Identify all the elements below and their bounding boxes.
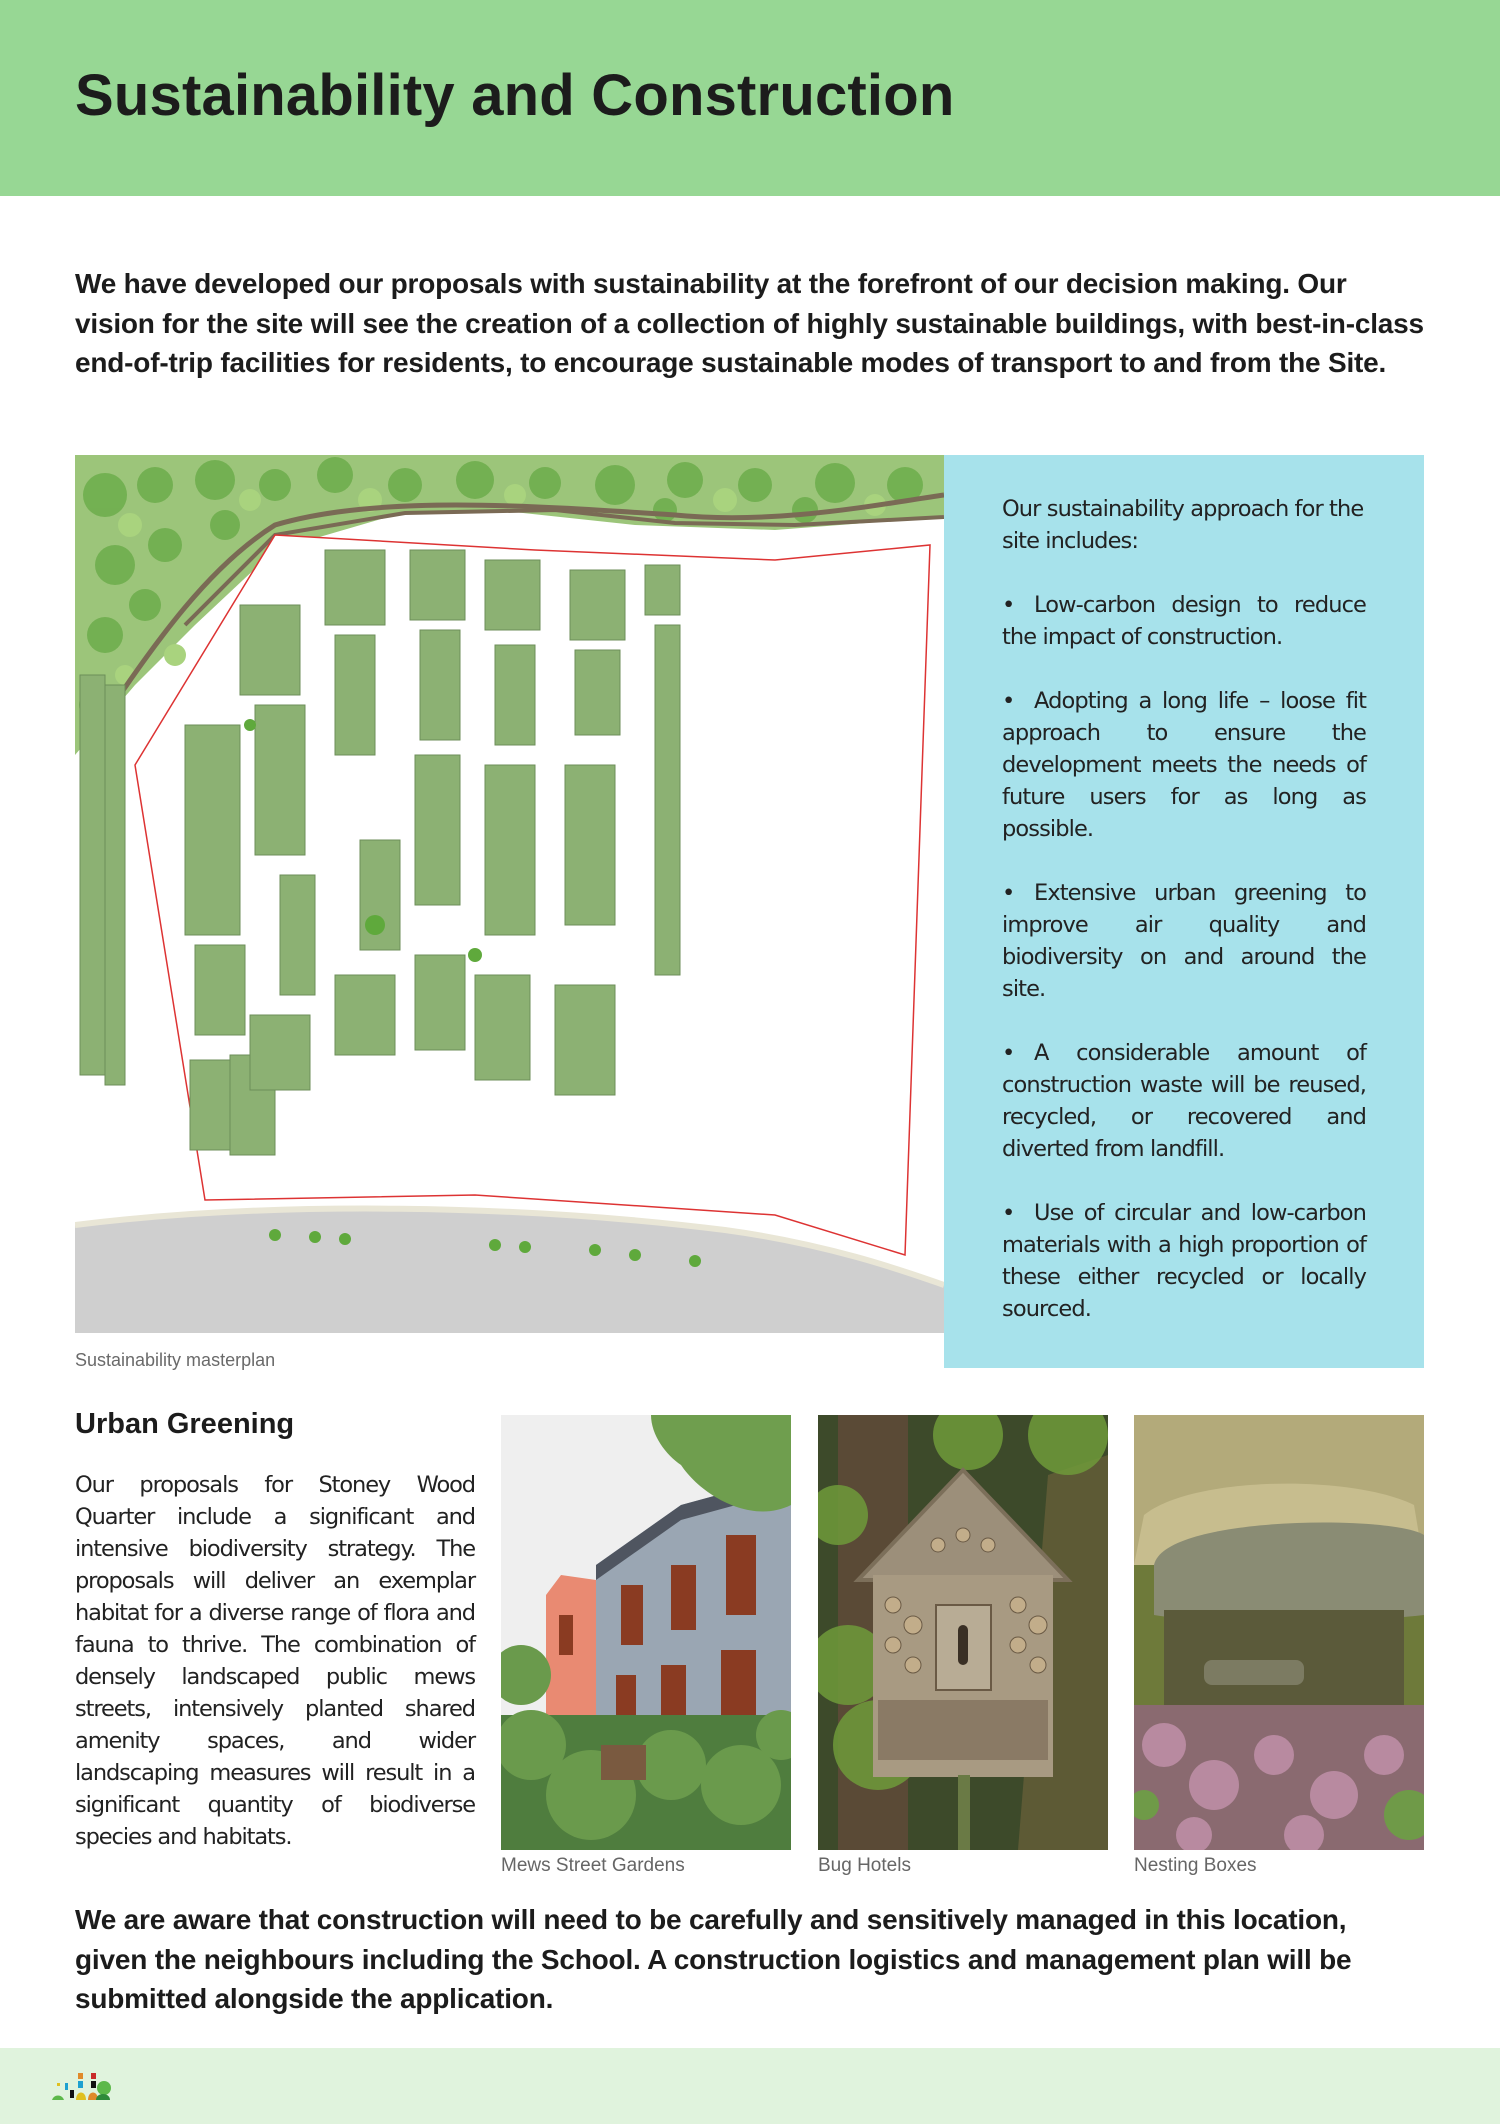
- urban-greening-heading: Urban Greening: [75, 1408, 295, 1440]
- approach-item-text: Extensive urban greening to improve air quality and biodiversity on and around the site.: [1002, 880, 1366, 1002]
- site-plan-image-icon: [75, 455, 944, 1333]
- approach-item: [1002, 1037, 1366, 1165]
- approach-intro: Our sustainability approach for the site includes:: [1002, 496, 1364, 554]
- mews-street-photo: [501, 1415, 791, 1850]
- sustainability-approach-box: [944, 455, 1424, 1368]
- header-band: [0, 0, 1500, 196]
- bullet-icon: •: [1002, 688, 1015, 714]
- footer-band: [0, 2048, 1500, 2124]
- bullet-icon: •: [1002, 592, 1015, 618]
- brand-logo-icon: [50, 2068, 120, 2108]
- nesting-box-photo: [1134, 1415, 1424, 1850]
- bug-hotel-photo: [818, 1415, 1108, 1850]
- approach-item-text: Low-carbon design to reduce the impact of construction.: [1002, 592, 1366, 650]
- approach-item: [1002, 1197, 1366, 1325]
- approach-item-text: Adopting a long life – loose fit approach to ensure the development meets the needs of future users for as long as possible.: [1002, 688, 1366, 842]
- approach-item: [1002, 685, 1366, 845]
- bullet-icon: •: [1002, 1040, 1015, 1066]
- nesting-box-caption: Nesting Boxes: [1134, 1855, 1257, 1876]
- approach-item-text: A considerable amount of construction waste will be reused, recycled, or recovered and diverted from landfill.: [1002, 1040, 1366, 1162]
- approach-item: [1002, 589, 1366, 653]
- bug-hotel-caption: Bug Hotels: [818, 1855, 911, 1876]
- mews-street-caption: Mews Street Gardens: [501, 1855, 685, 1876]
- mews-street-photo-icon: [501, 1415, 791, 1850]
- nesting-box-photo-icon: [1134, 1415, 1424, 1850]
- urban-greening-text: Our proposals for Stoney Wood Quarter include a significant and intensive biodiversity strategy. The proposals will deliver an exemplar habitat for a diverse range of flora and fauna to thrive. The combination of densely landscaped public mews streets, intensively planted shared amenity spaces, and wider landscaping measures will result in a significant quantity of biodiverse species and habitats.: [75, 1472, 475, 1850]
- bullet-icon: •: [1002, 880, 1015, 906]
- closing-paragraph: We are aware that construction will need to be carefully and sensitively managed in this location, given the neighbours including the School. A construction logistics and management plan will be submitted alongside the application.: [75, 1904, 1352, 2014]
- bug-hotel-photo-icon: [818, 1415, 1108, 1850]
- bullet-icon: •: [1002, 1200, 1015, 1226]
- masterplan-caption: Sustainability masterplan: [75, 1350, 276, 1370]
- approach-item-text: Use of circular and low-carbon materials with a high proportion of these either recycled or locally sourced.: [1002, 1200, 1366, 1322]
- approach-item: [1002, 877, 1366, 1005]
- intro-paragraph: We have developed our proposals with sustainability at the forefront of our decision making. Our vision for the site will see the creation of a collection of highly sustainable buildings, with best-in-class end-of-trip facilities for residents, to encourage sustainable modes of transport to and from the Site.: [75, 268, 1424, 378]
- page-title: Sustainability and Construction: [75, 63, 955, 128]
- masterplan-image: [75, 455, 944, 1333]
